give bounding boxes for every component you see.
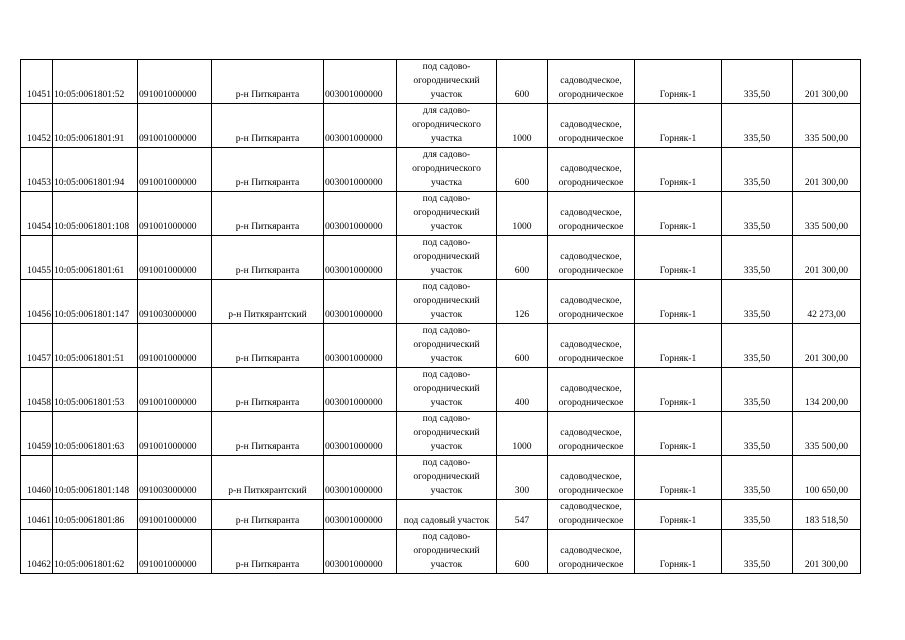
land-use-line: огородническое [558,309,624,320]
organization-cell: Горняк-1 [635,324,722,368]
purpose-line: огороднический [413,471,480,482]
area-cell: 547 [497,500,548,530]
category-code-cell: 003001000000 [324,456,397,500]
purpose-line: участок [430,221,463,232]
purpose-line: огороднический [413,251,480,262]
organization-cell: Горняк-1 [635,148,722,192]
area-cell: 600 [497,530,548,574]
category-code-cell: 003001000000 [324,500,397,530]
purpose-line: под садово- [422,61,471,72]
table-row [21,104,861,148]
purpose-cell [397,456,497,500]
area-cell: 600 [497,324,548,368]
table-row [21,192,861,236]
area-cell: 600 [497,148,548,192]
area-cell: 600 [497,60,548,104]
purpose-line: под садово- [422,193,471,204]
cadastral-value-cell: 201 300,00 [793,236,861,280]
land-use-line: садоводческое, [560,501,622,512]
category-code-cell: 003001000000 [324,192,397,236]
table-row [21,530,861,574]
row-id-cell: 10461 [21,500,53,530]
table-row [21,324,861,368]
cadastral-number-cell: 10:05:0061801:108 [53,192,138,236]
district-cell: р-н Питкяранта [212,148,324,192]
land-use-line: садоводческое, [560,207,622,218]
oktmo-code-cell: 091001000000 [138,192,212,236]
purpose-line: под садово- [422,237,471,248]
land-use-cell [548,500,635,530]
purpose-line: участок [430,441,463,452]
purpose-cell [397,192,497,236]
land-use-line: садоводческое, [560,427,622,438]
category-code-cell: 003001000000 [324,280,397,324]
area-cell: 1000 [497,412,548,456]
oktmo-code-cell: 091001000000 [138,236,212,280]
table-row [21,456,861,500]
oktmo-code-cell: 091003000000 [138,456,212,500]
cadastral-rate-cell: 335,50 [722,456,793,500]
cadastral-rate-cell: 335,50 [722,148,793,192]
district-cell: р-н Питкяранта [212,530,324,574]
table-row [21,236,861,280]
area-cell: 1000 [497,104,548,148]
cadastral-rate-cell: 335,50 [722,236,793,280]
row-id-cell: 10460 [21,456,53,500]
cadastral-number-cell: 10:05:0061801:86 [53,500,138,530]
cadastral-value-cell: 335 500,00 [793,104,861,148]
district-cell: р-н Питкяранта [212,236,324,280]
purpose-cell [397,104,497,148]
area-cell: 400 [497,368,548,412]
purpose-line: участка [430,177,463,188]
cadastral-number-cell: 10:05:0061801:53 [53,368,138,412]
land-use-line: садоводческое, [560,339,622,350]
category-code-cell: 003001000000 [324,324,397,368]
purpose-line: под садово- [422,281,471,292]
category-code-cell: 003001000000 [324,236,397,280]
table-row [21,500,861,530]
purpose-line: участок [430,559,463,570]
land-use-line: огородническое [558,177,624,188]
row-id-cell: 10456 [21,280,53,324]
land-use-cell [548,104,635,148]
land-use-cell [548,324,635,368]
category-code-cell: 003001000000 [324,60,397,104]
cadastral-number-cell: 10:05:0061801:147 [53,280,138,324]
area-cell: 300 [497,456,548,500]
oktmo-code-cell: 091003000000 [138,280,212,324]
district-cell: р-н Питкярантский [212,280,324,324]
cadastral-rate-cell: 335,50 [722,324,793,368]
purpose-line: огороднический [413,427,480,438]
organization-cell: Горняк-1 [635,280,722,324]
cadastral-number-cell: 10:05:0061801:94 [53,148,138,192]
row-id-cell: 10459 [21,412,53,456]
land-use-cell [548,280,635,324]
cadastral-value-cell: 335 500,00 [793,192,861,236]
row-id-cell: 10451 [21,60,53,104]
cadastral-value-cell: 201 300,00 [793,324,861,368]
cadastral-value-cell: 183 518,50 [793,500,861,530]
district-cell: р-н Питкяранта [212,192,324,236]
cadastral-number-cell: 10:05:0061801:51 [53,324,138,368]
purpose-cell [397,148,497,192]
purpose-line: огороднический [413,207,480,218]
purpose-line: участок [430,309,463,320]
cadastral-number-cell: 10:05:0061801:148 [53,456,138,500]
cadastral-number-cell: 10:05:0061801:62 [53,530,138,574]
row-id-cell: 10455 [21,236,53,280]
land-use-line: садоводческое, [560,471,622,482]
category-code-cell: 003001000000 [324,104,397,148]
purpose-line: участка [430,133,463,144]
land-use-line: огородническое [558,485,624,496]
row-id-cell: 10452 [21,104,53,148]
district-cell: р-н Питкяранта [212,324,324,368]
area-cell: 126 [497,280,548,324]
land-use-line: огородническое [558,133,624,144]
district-cell: р-н Питкярантский [212,456,324,500]
organization-cell: Горняк-1 [635,368,722,412]
organization-cell: Горняк-1 [635,60,722,104]
category-code-cell: 003001000000 [324,148,397,192]
oktmo-code-cell: 091001000000 [138,500,212,530]
category-code-cell: 003001000000 [324,412,397,456]
cadastral-value-cell: 201 300,00 [793,530,861,574]
table-body [21,60,861,574]
organization-cell: Горняк-1 [635,236,722,280]
row-id-cell: 10454 [21,192,53,236]
purpose-line: под садово- [422,531,471,542]
organization-cell: Горняк-1 [635,456,722,500]
land-use-cell [548,368,635,412]
cadastral-number-cell: 10:05:0061801:63 [53,412,138,456]
purpose-line: огороднический [413,383,480,394]
oktmo-code-cell: 091001000000 [138,104,212,148]
oktmo-code-cell: 091001000000 [138,412,212,456]
cadastral-value-cell: 100 650,00 [793,456,861,500]
purpose-line: участок [430,397,463,408]
organization-cell: Горняк-1 [635,192,722,236]
oktmo-code-cell: 091001000000 [138,324,212,368]
cadastral-rate-cell: 335,50 [722,192,793,236]
cadastral-rate-cell: 335,50 [722,368,793,412]
land-use-line: садоводческое, [560,163,622,174]
table-row [21,412,861,456]
land-use-cell [548,192,635,236]
row-id-cell: 10458 [21,368,53,412]
table-row [21,368,861,412]
purpose-line: участок [430,485,463,496]
purpose-line: огороднического [412,163,481,174]
purpose-line: под садово- [422,369,471,380]
district-cell: р-н Питкяранта [212,500,324,530]
purpose-line: под садово- [422,325,471,336]
purpose-line: под садово- [422,457,471,468]
land-plot-table [20,59,861,574]
purpose-line: для садово- [422,105,471,116]
oktmo-code-cell: 091001000000 [138,530,212,574]
cadastral-rate-cell: 335,50 [722,104,793,148]
land-use-line: огородническое [558,515,624,526]
purpose-line: участок [430,89,463,100]
category-code-cell: 003001000000 [324,368,397,412]
land-use-line: огородническое [558,221,624,232]
purpose-line: огороднический [413,75,480,86]
district-cell: р-н Питкяранта [212,368,324,412]
purpose-cell [397,368,497,412]
land-use-cell [548,60,635,104]
land-use-line: огородническое [558,265,624,276]
purpose-cell [397,324,497,368]
land-use-line: огородническое [558,441,624,452]
purpose-line: под садовый участок [403,515,490,526]
purpose-cell [397,280,497,324]
organization-cell: Горняк-1 [635,104,722,148]
district-cell: р-н Питкяранта [212,104,324,148]
cadastral-number-cell: 10:05:0061801:91 [53,104,138,148]
cadastral-value-cell: 335 500,00 [793,412,861,456]
category-code-cell: 003001000000 [324,530,397,574]
purpose-cell [397,530,497,574]
purpose-cell [397,236,497,280]
purpose-cell [397,412,497,456]
purpose-line: огороднический [413,339,480,350]
oktmo-code-cell: 091001000000 [138,60,212,104]
row-id-cell: 10457 [21,324,53,368]
cadastral-rate-cell: 335,50 [722,280,793,324]
land-use-line: огородническое [558,397,624,408]
purpose-line: огороднический [413,545,480,556]
purpose-cell [397,500,497,530]
purpose-line: огороднический [413,295,480,306]
purpose-line: участок [430,353,463,364]
table-row [21,280,861,324]
row-id-cell: 10462 [21,530,53,574]
land-use-line: огородническое [558,559,624,570]
organization-cell: Горняк-1 [635,500,722,530]
land-use-line: садоводческое, [560,295,622,306]
purpose-line: под садово- [422,413,471,424]
organization-cell: Горняк-1 [635,412,722,456]
cadastral-value-cell: 201 300,00 [793,60,861,104]
table-row [21,60,861,104]
cadastral-value-cell: 42 273,00 [793,280,861,324]
cadastral-number-cell: 10:05:0061801:61 [53,236,138,280]
organization-cell: Горняк-1 [635,530,722,574]
cadastral-value-cell: 134 200,00 [793,368,861,412]
row-id-cell: 10453 [21,148,53,192]
land-use-cell [548,412,635,456]
land-use-line: садоводческое, [560,75,622,86]
purpose-line: огороднического [412,119,481,130]
cadastral-rate-cell: 335,50 [722,530,793,574]
land-use-line: огородническое [558,353,624,364]
district-cell: р-н Питкяранта [212,412,324,456]
cadastral-number-cell: 10:05:0061801:52 [53,60,138,104]
area-cell: 1000 [497,192,548,236]
land-use-line: садоводческое, [560,119,622,130]
land-use-line: садоводческое, [560,251,622,262]
oktmo-code-cell: 091001000000 [138,148,212,192]
land-use-cell [548,236,635,280]
land-use-line: садоводческое, [560,545,622,556]
land-use-line: садоводческое, [560,383,622,394]
purpose-line: для садово- [422,149,471,160]
oktmo-code-cell: 091001000000 [138,368,212,412]
purpose-line: участок [430,265,463,276]
district-cell: р-н Питкяранта [212,60,324,104]
land-use-line: огородническое [558,89,624,100]
land-use-cell [548,530,635,574]
cadastral-rate-cell: 335,50 [722,500,793,530]
purpose-cell [397,60,497,104]
cadastral-rate-cell: 335,50 [722,60,793,104]
cadastral-value-cell: 201 300,00 [793,148,861,192]
land-use-cell [548,456,635,500]
cadastral-rate-cell: 335,50 [722,412,793,456]
land-use-cell [548,148,635,192]
area-cell: 600 [497,236,548,280]
table-row [21,148,861,192]
